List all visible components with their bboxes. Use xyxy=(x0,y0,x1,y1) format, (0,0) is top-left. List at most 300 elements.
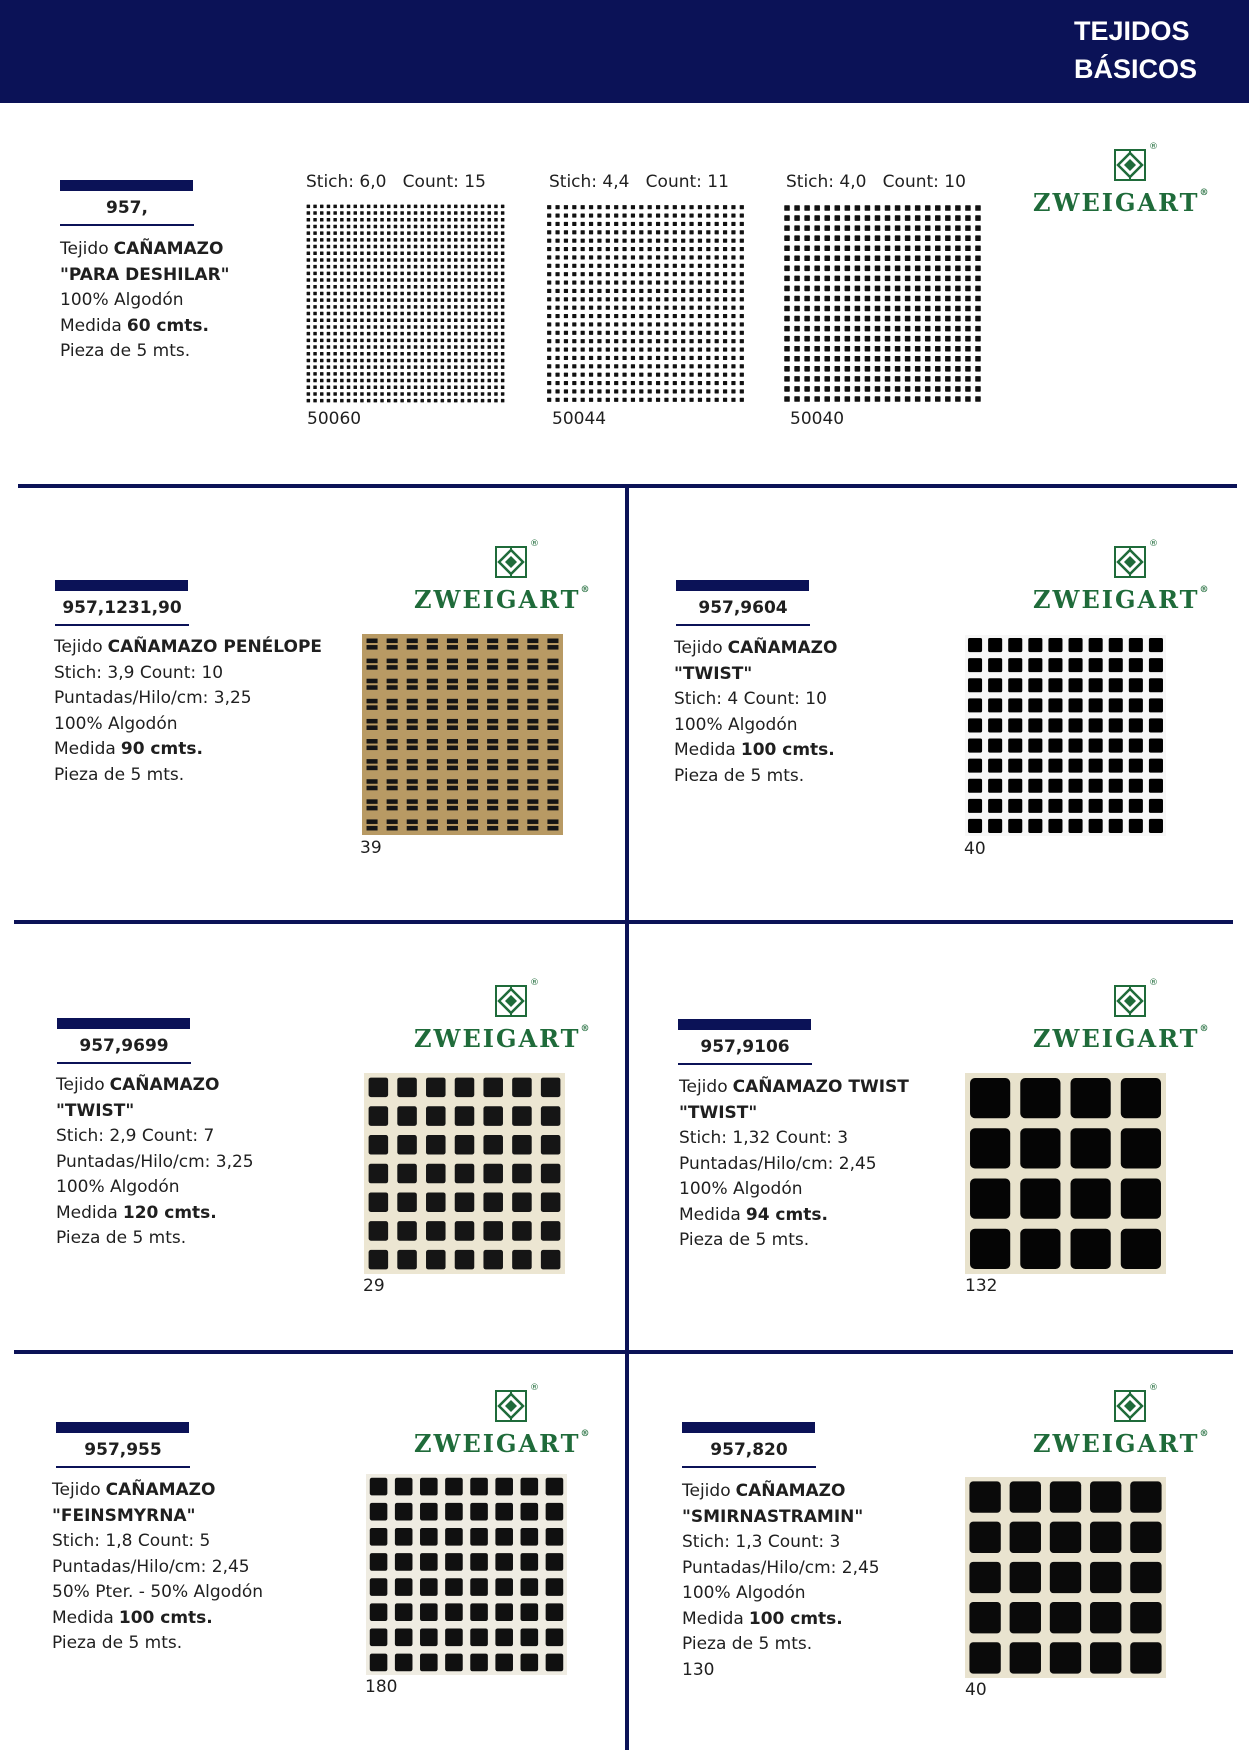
mesh-hole xyxy=(494,252,497,255)
mesh-hole xyxy=(631,306,635,310)
mesh-hole xyxy=(689,264,693,268)
mesh-hole xyxy=(461,252,464,255)
mesh-hole xyxy=(589,272,593,276)
mesh-hole xyxy=(347,392,350,395)
description-line xyxy=(674,687,837,713)
mesh-hole xyxy=(354,359,357,362)
mesh-hole xyxy=(395,1528,413,1546)
mesh-hole xyxy=(1008,759,1022,773)
mesh-hole xyxy=(975,316,981,322)
mesh-hole xyxy=(340,205,343,208)
mesh-hole xyxy=(564,247,568,251)
mesh-hole xyxy=(333,292,336,295)
mesh-hole xyxy=(455,1192,475,1212)
mesh-hole xyxy=(935,266,941,272)
mesh-hole xyxy=(447,231,450,234)
mesh-hole xyxy=(320,345,323,348)
mesh-hole xyxy=(547,205,551,209)
description-text: Pieza de 5 mts. xyxy=(56,1228,187,1248)
mesh-hole xyxy=(360,305,363,308)
mesh-hole xyxy=(631,381,635,385)
mesh-hole xyxy=(1089,759,1103,773)
mesh-hole xyxy=(367,319,370,322)
mesh-hole xyxy=(474,386,477,389)
code-bar xyxy=(676,580,809,591)
mesh-hole xyxy=(407,339,410,342)
mesh-hole xyxy=(589,297,593,301)
mesh-hole xyxy=(454,305,457,308)
mesh-hole xyxy=(875,256,881,262)
mesh-hole xyxy=(313,205,316,208)
mesh-hole xyxy=(875,296,881,302)
description-bold-text: CAÑAMAZO xyxy=(105,1480,216,1500)
mesh-hole xyxy=(1149,819,1163,833)
mesh-hole xyxy=(885,386,891,392)
mesh-hole xyxy=(965,326,971,332)
mesh-hole xyxy=(845,296,851,302)
mesh-hole xyxy=(740,339,744,343)
mesh-hole xyxy=(454,225,457,228)
mesh-hole xyxy=(333,332,336,335)
mesh-hole xyxy=(488,252,491,255)
mesh-hole xyxy=(421,205,424,208)
mesh-hole xyxy=(407,205,410,208)
description-line xyxy=(54,686,322,712)
mesh-hole xyxy=(434,238,437,241)
mesh-hole xyxy=(307,305,310,308)
mesh-hole xyxy=(501,265,504,268)
mesh-hole xyxy=(648,272,652,276)
mesh-hole xyxy=(656,331,660,335)
mesh-hole xyxy=(1020,1078,1060,1118)
mesh-hole xyxy=(407,225,410,228)
mesh-hole xyxy=(1109,718,1123,732)
mesh-hole xyxy=(673,398,677,402)
mesh-hole xyxy=(461,298,464,301)
mesh-hole xyxy=(488,278,491,281)
description-bold-text: 94 cmts. xyxy=(745,1204,828,1225)
mesh-hole xyxy=(955,215,961,221)
mesh-hole xyxy=(474,225,477,228)
mesh-hole xyxy=(414,258,417,261)
mesh-hole xyxy=(715,356,719,360)
mesh-hole xyxy=(855,316,861,322)
mesh-hole xyxy=(347,238,350,241)
mesh-hole xyxy=(814,205,820,211)
mesh-hole xyxy=(865,296,871,302)
mesh-hole xyxy=(965,396,971,402)
mesh-hole xyxy=(333,211,336,214)
mesh-hole xyxy=(407,332,410,335)
mesh-hole xyxy=(547,314,551,318)
mesh-hole xyxy=(370,1603,388,1621)
mesh-hole xyxy=(648,398,652,402)
mesh-hole xyxy=(441,231,444,234)
mesh-hole xyxy=(689,381,693,385)
mesh-hole xyxy=(639,222,643,226)
product-code: 957, xyxy=(60,198,194,226)
mesh-hole xyxy=(481,218,484,221)
mesh-hole xyxy=(441,399,444,402)
mesh-hole xyxy=(698,289,702,293)
mesh-hole xyxy=(835,346,841,352)
mesh-hole xyxy=(664,213,668,217)
mesh-hole xyxy=(581,272,585,276)
mesh-hole xyxy=(631,247,635,251)
mesh-hole xyxy=(631,230,635,234)
mesh-hole xyxy=(794,336,800,342)
mesh-hole xyxy=(555,280,559,284)
mesh-hole xyxy=(555,373,559,377)
mesh-hole xyxy=(804,245,810,251)
mesh-hole xyxy=(470,1654,488,1672)
mesh-hole xyxy=(454,205,457,208)
mesh-hole xyxy=(467,292,470,295)
mesh-hole xyxy=(614,364,618,368)
mesh-hole xyxy=(320,365,323,368)
mesh-hole xyxy=(547,347,551,351)
mesh-hole xyxy=(794,366,800,372)
mesh-hole xyxy=(307,218,310,221)
mesh-hole xyxy=(804,346,810,352)
mesh-hole xyxy=(400,365,403,368)
mesh-hole xyxy=(1071,1179,1111,1219)
mesh-hole xyxy=(905,215,911,221)
mesh-hole xyxy=(572,389,576,393)
mesh-hole xyxy=(488,399,491,402)
mesh-hole xyxy=(400,245,403,248)
mesh-hole xyxy=(467,352,470,355)
mesh-hole xyxy=(855,326,861,332)
mesh-hole xyxy=(855,266,861,272)
mesh-hole xyxy=(360,252,363,255)
mesh-hole xyxy=(507,759,518,764)
mesh-hole xyxy=(467,799,478,804)
description-text: Pieza de 5 mts. xyxy=(682,1634,813,1654)
mesh-hole xyxy=(572,247,576,251)
mesh-hole xyxy=(614,347,618,351)
mesh-hole xyxy=(414,392,417,395)
mesh-hole xyxy=(340,292,343,295)
mesh-hole xyxy=(804,366,810,372)
mesh-hole xyxy=(555,213,559,217)
mesh-hole xyxy=(1008,638,1022,652)
description-bold-text: 60 cmts. xyxy=(126,315,209,336)
mesh-hole xyxy=(656,389,660,393)
mesh-hole xyxy=(814,296,820,302)
mesh-hole xyxy=(507,799,518,804)
mesh-hole xyxy=(427,359,430,362)
mesh-hole xyxy=(715,364,719,368)
mesh-hole xyxy=(631,347,635,351)
mesh-hole xyxy=(1089,799,1103,813)
mesh-hole xyxy=(467,699,478,704)
mesh-hole xyxy=(333,238,336,241)
mesh-hole xyxy=(320,252,323,255)
mesh-hole xyxy=(400,252,403,255)
mesh-hole xyxy=(367,392,370,395)
mesh-hole xyxy=(427,278,430,281)
mesh-hole xyxy=(488,245,491,248)
mesh-hole xyxy=(527,746,538,751)
mesh-hole xyxy=(488,285,491,288)
mesh-hole xyxy=(639,373,643,377)
mesh-hole xyxy=(507,779,518,784)
mesh-hole xyxy=(487,679,498,684)
description-line xyxy=(679,1152,909,1178)
mesh-hole xyxy=(461,392,464,395)
mesh-hole xyxy=(1121,1229,1161,1269)
mesh-hole xyxy=(414,292,417,295)
mesh-hole xyxy=(915,225,921,231)
product-code: 957,1231,90 xyxy=(55,598,189,626)
mesh-hole xyxy=(397,1135,417,1155)
mesh-hole xyxy=(367,725,378,730)
mesh-hole xyxy=(501,238,504,241)
mesh-hole xyxy=(461,365,464,368)
mesh-hole xyxy=(507,659,518,664)
mesh-hole xyxy=(865,276,871,282)
mesh-hole xyxy=(494,298,497,301)
mesh-hole xyxy=(698,381,702,385)
mesh-hole xyxy=(835,266,841,272)
description-text: Medida xyxy=(674,740,736,760)
mesh-hole xyxy=(731,381,735,385)
mesh-hole xyxy=(555,205,559,209)
mesh-hole xyxy=(547,779,558,784)
mesh-hole xyxy=(664,280,668,284)
mesh-hole xyxy=(597,389,601,393)
mesh-hole xyxy=(447,659,458,664)
mesh-hole xyxy=(445,1553,463,1571)
mesh-hole xyxy=(347,305,350,308)
mesh-hole xyxy=(427,645,438,650)
mesh-hole xyxy=(855,346,861,352)
mesh-hole xyxy=(374,379,377,382)
mesh-hole xyxy=(547,665,558,670)
mesh-hole xyxy=(723,398,727,402)
mesh-hole xyxy=(835,245,841,251)
mesh-hole xyxy=(740,356,744,360)
mesh-hole xyxy=(965,276,971,282)
mesh-hole xyxy=(407,305,410,308)
mesh-hole xyxy=(487,759,498,764)
mesh-hole xyxy=(455,1078,475,1098)
product-description xyxy=(674,636,837,789)
mesh-hole xyxy=(681,373,685,377)
mesh-hole xyxy=(369,1192,389,1212)
mesh-hole xyxy=(845,316,851,322)
mesh-hole xyxy=(731,255,735,259)
mesh-hole xyxy=(581,322,585,326)
mesh-hole xyxy=(905,366,911,372)
mesh-hole xyxy=(407,639,418,644)
mesh-hole xyxy=(572,222,576,226)
mesh-hole xyxy=(589,347,593,351)
mesh-hole xyxy=(461,218,464,221)
description-bold-text: 100 cmts. xyxy=(740,740,835,760)
mesh-hole xyxy=(427,679,438,684)
mesh-hole xyxy=(360,292,363,295)
description-text: Puntadas/Hilo/cm: 2,45 xyxy=(682,1557,880,1578)
mesh-hole xyxy=(935,296,941,302)
mesh-hole xyxy=(975,346,981,352)
mesh-hole xyxy=(541,1192,561,1212)
mesh-hole xyxy=(400,265,403,268)
mesh-hole xyxy=(387,359,390,362)
mesh-hole xyxy=(723,364,727,368)
description-line xyxy=(52,1478,263,1504)
mesh-hole xyxy=(597,289,601,293)
mesh-hole xyxy=(731,239,735,243)
description-text: Tejido xyxy=(679,1077,728,1097)
mesh-hole xyxy=(441,285,444,288)
description-text: 100% Algodón xyxy=(679,1179,803,1199)
mesh-hole xyxy=(740,255,744,259)
mesh-hole xyxy=(648,255,652,259)
mesh-hole xyxy=(507,685,518,690)
description-bold-text: CAÑAMAZO xyxy=(727,638,838,658)
mesh-hole xyxy=(307,352,310,355)
mesh-hole xyxy=(614,239,618,243)
mesh-hole xyxy=(507,739,518,744)
mesh-hole xyxy=(589,314,593,318)
mesh-hole xyxy=(407,699,418,704)
description-line xyxy=(54,635,322,661)
description-bold-text: "TWIST" xyxy=(56,1100,135,1121)
mesh-hole xyxy=(1071,1229,1111,1269)
mesh-hole xyxy=(527,786,538,791)
mesh-hole xyxy=(467,806,478,811)
mesh-hole xyxy=(507,826,518,831)
mesh-hole xyxy=(367,779,378,784)
brand-name xyxy=(1033,188,1209,217)
mesh-hole xyxy=(467,719,478,724)
mesh-hole xyxy=(427,759,438,764)
mesh-hole xyxy=(1149,739,1163,753)
mesh-hole xyxy=(367,645,378,650)
mesh-hole xyxy=(885,366,891,372)
mesh-hole xyxy=(414,352,417,355)
mesh-hole xyxy=(494,399,497,402)
mesh-hole xyxy=(547,280,551,284)
mesh-hole xyxy=(572,398,576,402)
mesh-hole xyxy=(794,225,800,231)
fabric-swatch-image xyxy=(965,635,1166,836)
mesh-hole xyxy=(494,211,497,214)
mesh-hole xyxy=(474,218,477,221)
mesh-hole xyxy=(1109,678,1123,692)
mesh-hole xyxy=(374,372,377,375)
mesh-hole xyxy=(400,218,403,221)
mesh-hole xyxy=(470,1629,488,1647)
mesh-hole xyxy=(488,211,491,214)
mesh-hole xyxy=(723,389,727,393)
mesh-hole xyxy=(467,238,470,241)
mesh-hole xyxy=(327,359,330,362)
mesh-hole xyxy=(1050,1481,1081,1512)
mesh-hole xyxy=(400,312,403,315)
mesh-hole xyxy=(723,272,727,276)
mesh-hole xyxy=(547,766,558,771)
mesh-hole xyxy=(481,258,484,261)
mesh-hole xyxy=(494,365,497,368)
mesh-hole xyxy=(367,272,370,275)
mesh-hole xyxy=(865,225,871,231)
mesh-hole xyxy=(367,352,370,355)
mesh-hole xyxy=(407,319,410,322)
mesh-hole xyxy=(307,339,310,342)
mesh-hole xyxy=(313,292,316,295)
mesh-hole xyxy=(606,331,610,335)
mesh-hole xyxy=(1048,658,1062,672)
code-bar xyxy=(682,1422,815,1433)
mesh-hole xyxy=(395,1578,413,1596)
mesh-hole xyxy=(572,306,576,310)
mesh-hole xyxy=(855,386,861,392)
mesh-hole xyxy=(614,230,618,234)
mesh-hole xyxy=(474,365,477,368)
mesh-hole xyxy=(347,258,350,261)
mesh-hole xyxy=(564,347,568,351)
description-text: Stich: 2,9 Count: 7 xyxy=(56,1126,215,1146)
swatch-number: 50044 xyxy=(552,409,607,429)
mesh-hole xyxy=(915,346,921,352)
mesh-hole xyxy=(689,239,693,243)
mesh-hole xyxy=(905,296,911,302)
mesh-hole xyxy=(698,347,702,351)
mesh-hole xyxy=(1109,819,1123,833)
mesh-hole xyxy=(648,297,652,301)
mesh-hole xyxy=(935,245,941,251)
mesh-hole xyxy=(740,297,744,301)
mesh-hole xyxy=(467,225,470,228)
mesh-hole xyxy=(494,372,497,375)
mesh-hole xyxy=(656,373,660,377)
mesh-hole xyxy=(421,238,424,241)
mesh-hole xyxy=(441,345,444,348)
mesh-hole xyxy=(427,332,430,335)
mesh-hole xyxy=(447,352,450,355)
mesh-hole xyxy=(374,305,377,308)
description-bold-text: 90 cmts. xyxy=(120,739,203,759)
mesh-hole xyxy=(546,1528,564,1546)
mesh-hole xyxy=(664,322,668,326)
mesh-hole xyxy=(885,326,891,332)
mesh-hole xyxy=(374,272,377,275)
mesh-hole xyxy=(454,258,457,261)
mesh-hole xyxy=(494,245,497,248)
mesh-hole xyxy=(614,264,618,268)
mesh-hole xyxy=(968,638,982,652)
mesh-hole xyxy=(374,245,377,248)
mesh-hole xyxy=(360,231,363,234)
mesh-hole xyxy=(547,786,558,791)
mesh-hole xyxy=(681,272,685,276)
mesh-hole xyxy=(307,332,310,335)
mesh-hole xyxy=(327,312,330,315)
mesh-hole xyxy=(664,381,668,385)
mesh-hole xyxy=(715,398,719,402)
mesh-hole xyxy=(447,339,450,342)
mesh-hole xyxy=(814,245,820,251)
mesh-hole xyxy=(367,285,370,288)
mesh-hole xyxy=(313,285,316,288)
mesh-hole xyxy=(488,379,491,382)
mesh-hole xyxy=(895,256,901,262)
mesh-hole xyxy=(481,379,484,382)
mesh-hole xyxy=(855,205,861,211)
